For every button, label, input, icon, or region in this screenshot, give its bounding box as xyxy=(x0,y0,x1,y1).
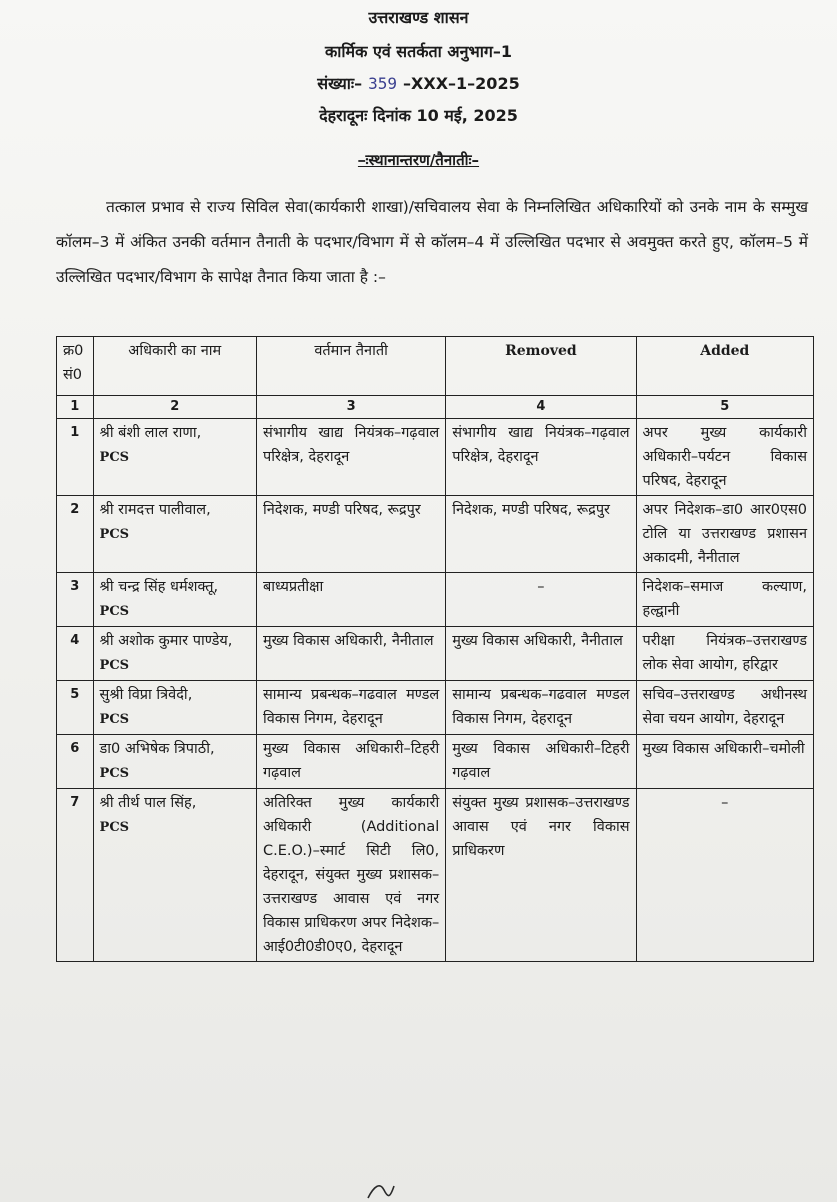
column-number: 3 xyxy=(256,396,445,419)
row-removed: मुख्य विकास अधिकारी, नैनीताल xyxy=(446,627,636,681)
officer-service: PCS xyxy=(99,658,130,673)
row-removed: – xyxy=(446,573,636,627)
table-row xyxy=(57,789,814,962)
row-added: परीक्षा नियंत्रक–उत्तराखण्ड लोक सेवा आयोग, हरिद्वार xyxy=(636,627,813,681)
officer-service: PCS xyxy=(99,527,130,542)
order-number-suffix: –XXX–1–2025 xyxy=(403,74,520,93)
order-subject: –ःस्थानान्तरण/तैनातीः– xyxy=(357,151,480,169)
officer-service: PCS xyxy=(99,712,130,727)
row-removed: संभागीय खाद्य नियंत्रक–गढ़वाल परिक्षेत्र, देहरादून xyxy=(446,419,636,496)
header-removed: Removed xyxy=(446,337,636,396)
table-row xyxy=(57,735,814,789)
officer-service: PCS xyxy=(99,820,130,835)
officer-service: PCS xyxy=(99,604,130,619)
row-current-posting: बाध्यप्रतीक्षा xyxy=(256,573,445,627)
row-removed: मुख्य विकास अधिकारी–टिहरी गढ़वाल xyxy=(446,735,636,789)
officer-name: श्री बंशी लाल राणा, xyxy=(99,425,202,441)
officer-name: श्री तीर्थ पाल सिंह, xyxy=(99,795,197,811)
header-serial: क्र0 सं0 xyxy=(57,337,94,396)
row-current-posting: मुख्य विकास अधिकारी–टिहरी गढ़वाल xyxy=(256,735,445,789)
row-officer xyxy=(93,735,256,789)
body-paragraph: तत्काल प्रभाव से राज्य सिविल सेवा(कार्यकारी शाखा)/सचिवालय सेवा के निम्नलिखित अधिकारियों को उनके नाम के सम्मुख कॉलम–3 में अंकित उनकी वर्तमान तैनाती के पदभार/विभाग में से कॉलम–4 में उल्लिखित पदभार से अवमुक्त करते हुए, कॉलम–5 में उल्लिखित पदभार/विभाग के सापेक्ष तैनात किया जाता है :– xyxy=(56,198,808,286)
officer-name: श्री रामदत्त पालीवाल, xyxy=(99,502,211,518)
row-officer xyxy=(93,681,256,735)
row-officer xyxy=(93,419,256,496)
table-row xyxy=(57,627,814,681)
row-current-posting: मुख्य विकास अधिकारी, नैनीताल xyxy=(256,627,445,681)
row-serial: 7 xyxy=(57,789,94,962)
row-added: – xyxy=(636,789,813,962)
table-row xyxy=(57,419,814,496)
officer-name: सुश्री विप्रा त्रिवेदी, xyxy=(99,687,193,703)
govt-heading: उत्तराखण्ड शासन xyxy=(368,8,469,27)
header-added: Added xyxy=(636,337,813,396)
row-current-posting: निदेशक, मण्डी परिषद, रूद्रपुर xyxy=(256,496,445,573)
row-added: निदेशक–समाज कल्याण, हल्द्वानी xyxy=(636,573,813,627)
row-removed: निदेशक, मण्डी परिषद, रूद्रपुर xyxy=(446,496,636,573)
column-number-row xyxy=(57,396,814,419)
order-number-prefix: संख्याः– xyxy=(317,74,363,93)
officer-name: श्री चन्द्र सिंह धर्मशक्तू, xyxy=(99,579,219,595)
table-row xyxy=(57,681,814,735)
row-current-posting: अतिरिक्त मुख्य कार्यकारी अधिकारी (Additional C.E.O.)–स्मार्ट सिटी लि0, देहरादून, संयुक्त मुख्य प्रशासक–उत्तराखण्ड आवास एवं नगर विकास प्राधिकरण अपर निदेशक–आई0टी0डी0ए0, देहरादून xyxy=(256,789,445,962)
row-officer xyxy=(93,573,256,627)
row-officer xyxy=(93,627,256,681)
row-added: अपर मुख्य कार्यकारी अधिकारी–पर्यटन विकास परिषद, देहरादून xyxy=(636,419,813,496)
row-removed: संयुक्त मुख्य प्रशासक–उत्तराखण्ड आवास एवं नगर विकास प्राधिकरण xyxy=(446,789,636,962)
header-current-posting: वर्तमान तैनाती xyxy=(256,337,445,396)
table-header-row xyxy=(57,337,814,396)
row-serial: 3 xyxy=(57,573,94,627)
row-current-posting: संभागीय खाद्य नियंत्रक–गढ़वाल परिक्षेत्र, देहरादून xyxy=(256,419,445,496)
row-serial: 2 xyxy=(57,496,94,573)
row-serial: 1 xyxy=(57,419,94,496)
table-row xyxy=(57,573,814,627)
column-number: 2 xyxy=(93,396,256,419)
order-date: देहरादूनः दिनांक 10 मई, 2025 xyxy=(319,106,518,125)
table-row xyxy=(57,496,814,573)
row-officer xyxy=(93,789,256,962)
row-added: मुख्य विकास अधिकारी–चमोली xyxy=(636,735,813,789)
column-number: 4 xyxy=(446,396,636,419)
header-officer-name: अधिकारी का नाम xyxy=(93,337,256,396)
column-number: 1 xyxy=(57,396,94,419)
row-serial: 5 xyxy=(57,681,94,735)
row-officer xyxy=(93,496,256,573)
department-heading: कार्मिक एवं सतर्कता अनुभाग–1 xyxy=(324,42,512,61)
signature-mark xyxy=(360,1180,400,1200)
row-serial: 4 xyxy=(57,627,94,681)
row-removed: सामान्य प्रबन्धक–गढवाल मण्डल विकास निगम, देहरादून xyxy=(446,681,636,735)
order-number xyxy=(0,72,837,94)
transfer-table xyxy=(56,336,814,962)
officer-name: डा0 अभिषेक त्रिपाठी, xyxy=(99,741,215,757)
officer-name: श्री अशोक कुमार पाण्डेय, xyxy=(99,633,233,649)
column-number: 5 xyxy=(636,396,813,419)
officer-service: PCS xyxy=(99,766,130,781)
row-current-posting: सामान्य प्रबन्धक–गढवाल मण्डल विकास निगम, देहरादून xyxy=(256,681,445,735)
officer-service: PCS xyxy=(99,450,130,465)
row-serial: 6 xyxy=(57,735,94,789)
order-number-handwritten: 359 xyxy=(368,74,398,93)
row-added: सचिव–उत्तराखण्ड अधीनस्थ सेवा चयन आयोग, देहरादून xyxy=(636,681,813,735)
row-added: अपर निदेशक–डा0 आर0एस0 टोलि या उत्तराखण्ड प्रशासन अकादमी, नैनीताल xyxy=(636,496,813,573)
